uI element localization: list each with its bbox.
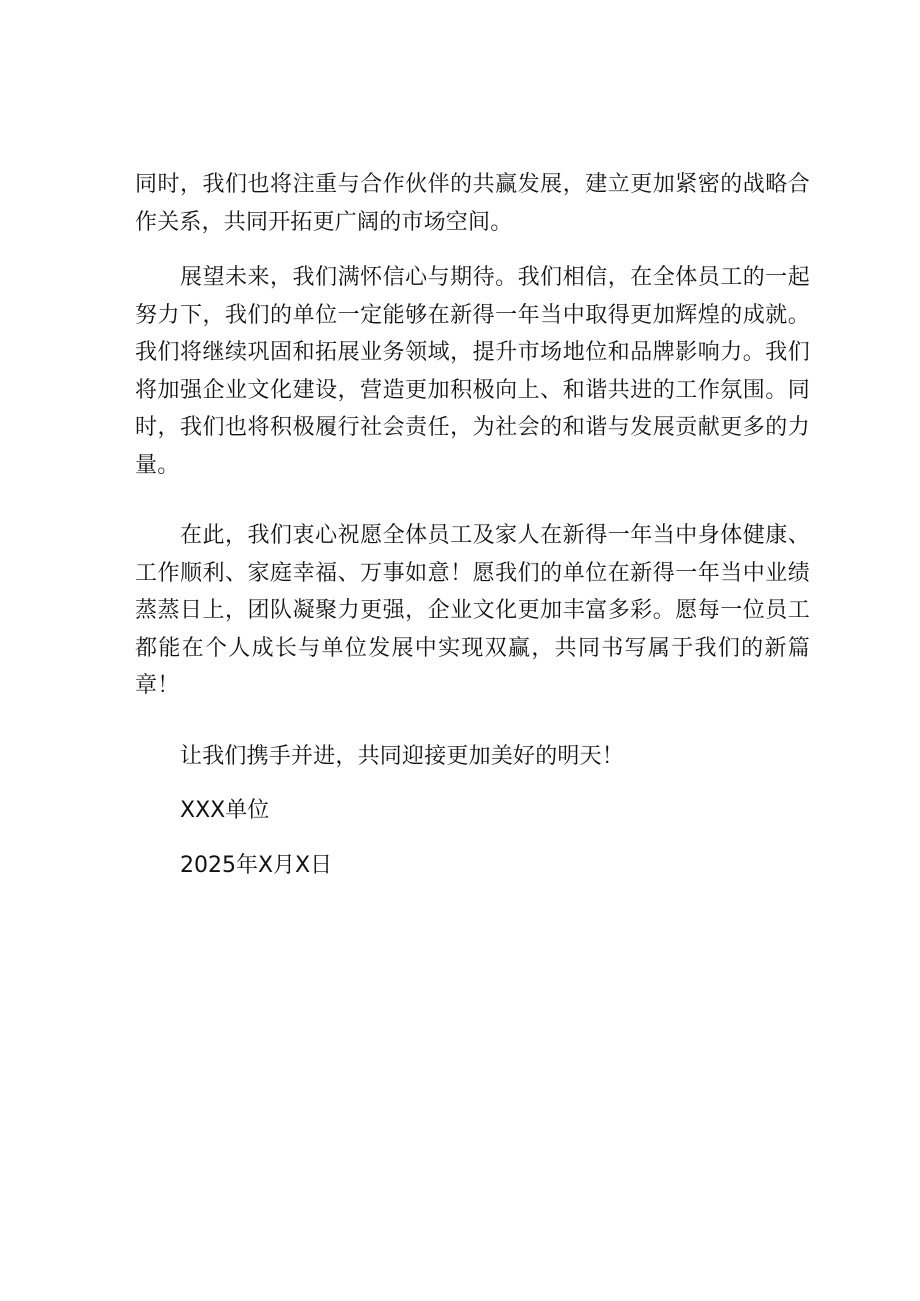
paragraph-outlook: 展望未来，我们满怀信心与期待。我们相信，在全体员工的一起努力下，我们的单位一定能够在新得一年当中取得更加辉煌的成就。我们将继续巩固和拓展业务领域，提升市场地位和品牌影响力。我们将加强企业文化建设，营造更加积极向上、和谐共进的工作氛围。同时，我们也将积极履行社会责任，为社会的和谐与发展贡献更多的力量。	[135, 265, 810, 478]
paragraph-wishes: 在此，我们衷心祝愿全体员工及家人在新得一年当中身体健康、工作顺利、家庭幸福、万事如意！愿我们的单位在新得一年当中业绩蒸蒸日上，团队凝聚力更强，企业文化更加丰富多彩。愿每一位员工都能在个人成长与单位发展中实现双赢，共同书写属于我们的新篇章！	[135, 523, 810, 698]
signature-date: 2025年X月X日	[180, 853, 333, 878]
paragraph-closing: 让我们携手并进，共同迎接更加美好的明天！	[180, 744, 625, 769]
signature-organization: XXX单位	[180, 798, 270, 823]
paragraph-partnership: 同时，我们也将注重与合作伙伴的共赢发展，建立更加紧密的战略合作关系，共同开拓更广阔的市场空间。	[135, 172, 810, 235]
